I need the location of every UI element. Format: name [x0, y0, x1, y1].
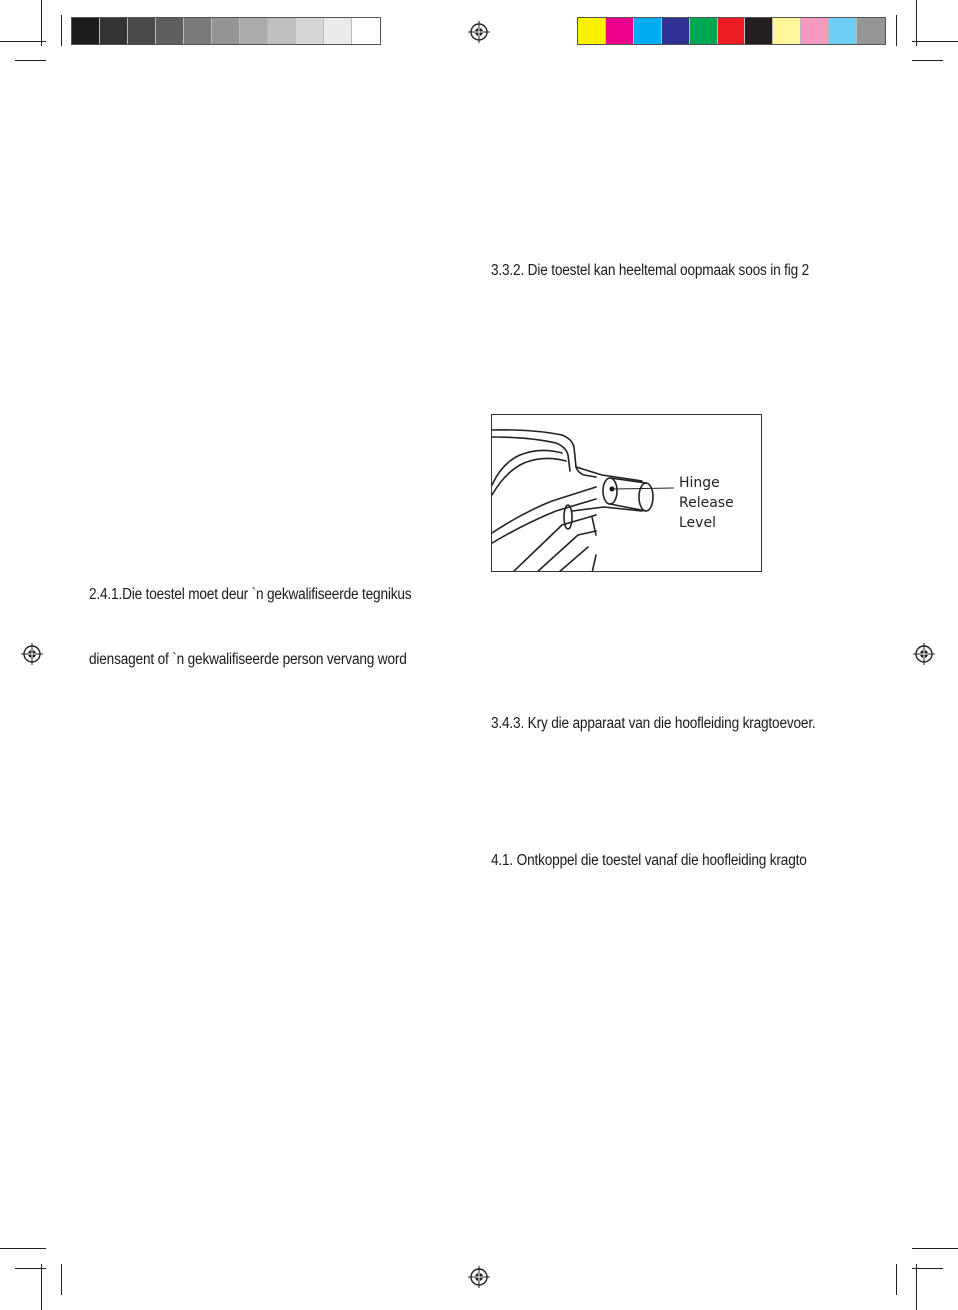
paragraph-3-4-3: 3.4.3. Kry die apparaat van die hoofleiding kragtoevoer. [491, 715, 816, 732]
hinge-figure [491, 414, 762, 572]
hinge-drawing [492, 415, 762, 572]
gray-swatch-11 [352, 18, 380, 44]
crop-mark-bottom-right-v2 [896, 1264, 897, 1295]
crop-mark-bottom-right-h2 [912, 1268, 943, 1269]
gray-swatch-1 [72, 18, 100, 44]
crop-mark-top-left-h [0, 41, 46, 42]
color-swatch-7 [745, 18, 773, 44]
paragraph-2-4-1-line-1: 2.4.1.Die toestel moet deur `n gekwalifiseerde tegnikus [89, 586, 412, 603]
gray-swatch-7 [240, 18, 268, 44]
paragraph-4-1: 4.1. Ontkoppel die toestel vanaf die hoofleiding kragto [491, 852, 807, 869]
cmyk-color-bar [577, 17, 886, 45]
gray-swatch-5 [184, 18, 212, 44]
registration-mark-bottom-icon [468, 1266, 490, 1288]
paragraph-2-4-1-line-2: diensagent of `n gekwalifiseerde person vervang word [89, 651, 407, 668]
gray-swatch-8 [268, 18, 296, 44]
color-swatch-10 [829, 18, 857, 44]
grayscale-color-bar [71, 17, 381, 45]
gray-swatch-10 [324, 18, 352, 44]
gray-swatch-6 [212, 18, 240, 44]
gray-swatch-2 [100, 18, 128, 44]
crop-mark-top-right-h2 [912, 60, 943, 61]
crop-mark-top-right-h [912, 41, 958, 42]
crop-mark-bottom-right-h [912, 1248, 958, 1249]
crop-mark-bottom-left-h2 [15, 1268, 46, 1269]
registration-mark-right-icon [913, 643, 935, 665]
crop-mark-bottom-left-v [41, 1264, 42, 1310]
crop-mark-bottom-left-h [0, 1248, 46, 1249]
color-swatch-4 [662, 18, 690, 44]
crop-mark-top-left-h2 [15, 60, 46, 61]
crop-mark-top-left-v [41, 0, 42, 46]
figure-label-line-2: Release [679, 495, 734, 511]
figure-label-line-1: Hinge [679, 475, 720, 491]
crop-mark-bottom-left-v2 [61, 1264, 62, 1295]
crop-mark-top-right-v2 [896, 15, 897, 46]
color-swatch-11 [857, 18, 885, 44]
crop-mark-top-left-v2 [61, 15, 62, 46]
registration-mark-left-icon [21, 643, 43, 665]
gray-swatch-4 [156, 18, 184, 44]
color-swatch-8 [773, 18, 801, 44]
gray-swatch-9 [296, 18, 324, 44]
color-swatch-5 [690, 18, 718, 44]
figure-label-line-3: Level [679, 515, 716, 531]
gray-swatch-3 [128, 18, 156, 44]
color-swatch-3 [634, 18, 662, 44]
color-swatch-6 [718, 18, 746, 44]
crop-mark-bottom-right-v [916, 1264, 917, 1310]
color-swatch-2 [606, 18, 634, 44]
paragraph-3-3-2: 3.3.2. Die toestel kan heeltemal oopmaak soos in fig 2 [491, 262, 810, 279]
registration-mark-top-icon [468, 21, 490, 43]
color-swatch-9 [801, 18, 829, 44]
crop-mark-top-right-v [916, 0, 917, 46]
color-swatch-1 [578, 18, 606, 44]
